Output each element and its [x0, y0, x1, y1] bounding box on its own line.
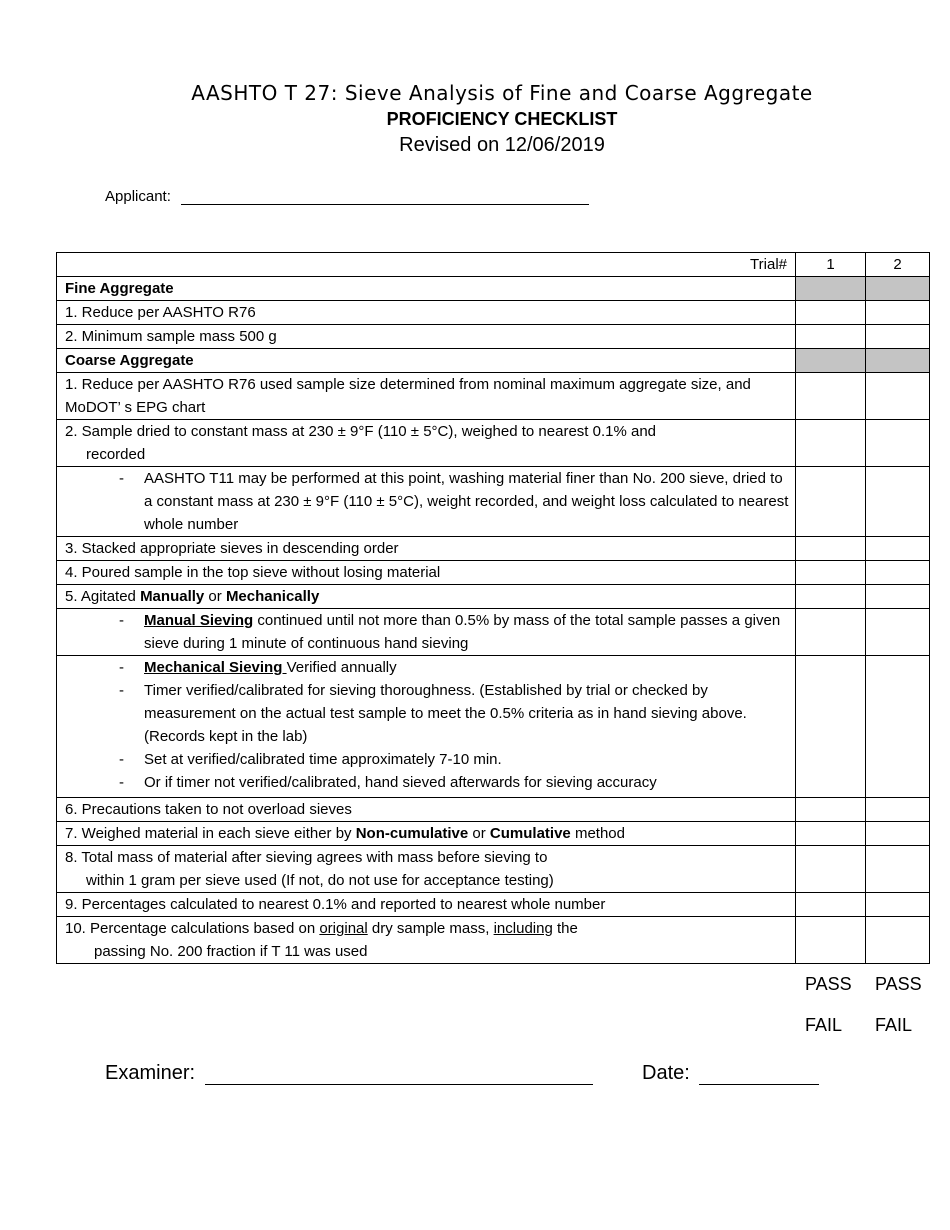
- examiner-line[interactable]: [205, 1064, 593, 1085]
- step-text: [57, 917, 796, 964]
- manual-sieving-text: continued until not more than 0.5% by mass of the total sample passes a given sieve during 1 minute of continuous hand sieving: [144, 612, 781, 652]
- step-line: within 1 gram per sieve used (If not, do not use for acceptance testing): [86, 872, 554, 889]
- step-line: recorded: [86, 446, 146, 463]
- trial-label: Trial#: [57, 253, 796, 277]
- step-text: 3. Stacked appropriate sieves in descending order: [57, 537, 796, 561]
- bullet-dash: -: [119, 774, 124, 791]
- trial-1-check[interactable]: [796, 585, 866, 609]
- trial-1-header: 1: [796, 253, 866, 277]
- manual-sieving-heading: Manual Sieving: [144, 612, 254, 629]
- section-row: [57, 349, 930, 373]
- step-text: 1. Reduce per AASHTO R76: [57, 301, 796, 325]
- step-text: [57, 585, 796, 609]
- trial-1-check[interactable]: [796, 609, 866, 656]
- table-row: [57, 609, 930, 656]
- bullet-dash: -: [119, 659, 124, 676]
- trial-2-check[interactable]: [866, 585, 930, 609]
- sub-step-text: Or if timer not verified/calibrated, hand sieved afterwards for sieving accuracy: [144, 774, 657, 791]
- mechanically-text: Mechanically: [225, 588, 320, 605]
- sub-step: [57, 656, 796, 798]
- shaded-cell: [866, 277, 930, 301]
- trial-2-check[interactable]: [866, 893, 930, 917]
- mechanical-sieving-text: Verified annually: [286, 659, 397, 676]
- revision-date: Revised on 12/06/2019: [399, 134, 605, 156]
- trial-2-check[interactable]: [866, 420, 930, 467]
- step-text: 9. Percentages calculated to nearest 0.1% and reported to nearest whole number: [57, 893, 796, 917]
- cumulative-text: Cumulative: [489, 825, 571, 842]
- trial-2-check[interactable]: [866, 373, 930, 420]
- step-text: 1. Reduce per AASHTO R76 used sample size determined from nominal maximum aggregate size, and MoDOT’ s EPG chart: [57, 373, 796, 420]
- step-line: passing No. 200 fraction if T 11 was used: [94, 943, 368, 960]
- fail-trial-1[interactable]: FAIL: [805, 1015, 843, 1035]
- checklist-table: [56, 252, 930, 964]
- date-line[interactable]: [699, 1064, 819, 1085]
- date-field[interactable]: [642, 1062, 819, 1085]
- trial-1-check[interactable]: [796, 301, 866, 325]
- table-row: [57, 585, 930, 609]
- step-text: 6. Precautions taken to not overload sieves: [57, 798, 796, 822]
- including-text: including: [493, 920, 553, 937]
- sub-step-text: Timer verified/calibrated for sieving thoroughness. (Established by trial or checked by measurement on the actual test sample to meet the 0.5% criteria as in hand sieving above. (Records kept in the lab): [144, 682, 747, 745]
- trial-2-check[interactable]: [866, 561, 930, 585]
- document-subtitle: PROFICIENCY CHECKLIST: [386, 109, 618, 129]
- fine-aggregate-heading: Fine Aggregate: [57, 277, 796, 301]
- trial-1-check[interactable]: [796, 917, 866, 964]
- pass-trial-1[interactable]: PASS: [805, 974, 852, 994]
- sub-step-text: AASHTO T11 may be performed at this point, washing material finer than No. 200 sieve, dried to a constant mass at 230 ± 9°F (110 ± 5°C), weight recorded, and weight loss calculated to nearest whole number: [144, 470, 789, 533]
- trial-2-check[interactable]: [866, 846, 930, 893]
- examiner-label: Examiner:: [105, 1062, 196, 1084]
- table-row: [57, 917, 930, 964]
- step-line: 2. Sample dried to constant mass at 230 ± 9°F (110 ± 5°C), weighed to nearest 0.1% and: [65, 423, 657, 440]
- bullet-dash: -: [119, 682, 124, 699]
- trial-1-check[interactable]: [796, 893, 866, 917]
- table-row: [57, 822, 930, 846]
- trial-2-check[interactable]: [866, 822, 930, 846]
- shaded-cell: [796, 277, 866, 301]
- trial-1-check[interactable]: [796, 420, 866, 467]
- trial-2-check[interactable]: [866, 301, 930, 325]
- applicant-line[interactable]: [181, 186, 589, 205]
- table-row: [57, 656, 930, 798]
- table-header-row: [57, 253, 930, 277]
- original-text: original: [319, 920, 368, 937]
- trial-2-check[interactable]: [866, 467, 930, 537]
- non-cumulative-text: Non-cumulative: [355, 825, 469, 842]
- table-row: [57, 846, 930, 893]
- step-5-prefix: 5. Agitated: [65, 588, 141, 605]
- shaded-cell: [796, 349, 866, 373]
- trial-1-check[interactable]: [796, 373, 866, 420]
- table-row: [57, 561, 930, 585]
- mechanical-sieving-heading: Mechanical Sieving: [144, 659, 287, 676]
- bullet-dash: -: [119, 470, 124, 487]
- sub-step: [57, 609, 796, 656]
- step-7-prefix: 7. Weighed material in each sieve either by: [65, 825, 356, 842]
- trial-2-check[interactable]: [866, 656, 930, 798]
- manually-text: Manually: [140, 588, 205, 605]
- applicant-field[interactable]: [105, 186, 589, 205]
- step-text: [57, 846, 796, 893]
- trial-1-check[interactable]: [796, 325, 866, 349]
- trial-1-check[interactable]: [796, 656, 866, 798]
- trial-1-check[interactable]: [796, 822, 866, 846]
- trial-2-check[interactable]: [866, 917, 930, 964]
- table-row: [57, 467, 930, 537]
- step-line: 10. Percentage calculations based on original dry sample mass, including the: [65, 920, 578, 937]
- shaded-cell: [866, 349, 930, 373]
- trial-1-check[interactable]: [796, 798, 866, 822]
- table-row: [57, 537, 930, 561]
- coarse-aggregate-heading: Coarse Aggregate: [57, 349, 796, 373]
- table-row: [57, 420, 930, 467]
- step-text: 2. Minimum sample mass 500 g: [57, 325, 796, 349]
- table-row: [57, 373, 930, 420]
- method-text: method: [570, 825, 625, 842]
- fail-trial-2[interactable]: FAIL: [875, 1015, 913, 1035]
- trial-1-check[interactable]: [796, 561, 866, 585]
- examiner-field[interactable]: [105, 1062, 593, 1085]
- trial-1-check[interactable]: [796, 537, 866, 561]
- step-text: [57, 822, 796, 846]
- trial-2-header: 2: [866, 253, 930, 277]
- step-text: 4. Poured sample in the top sieve without losing material: [57, 561, 796, 585]
- bullet-dash: -: [119, 751, 124, 768]
- section-row: [57, 277, 930, 301]
- table-row: [57, 301, 930, 325]
- step-text: [57, 420, 796, 467]
- or-text: or: [468, 825, 490, 842]
- sub-step: [57, 467, 796, 537]
- table-row: [57, 798, 930, 822]
- pass-trial-2[interactable]: PASS: [875, 974, 922, 994]
- trial-2-check[interactable]: [866, 537, 930, 561]
- table-row: [57, 893, 930, 917]
- document-title: AASHTO T 27: Sieve Analysis of Fine and Coarse Aggregate: [191, 81, 813, 105]
- trial-2-check[interactable]: [866, 325, 930, 349]
- sub-step-text: [144, 609, 795, 655]
- sub-step-text: Set at verified/calibrated time approximately 7-10 min.: [144, 751, 502, 768]
- trial-2-check[interactable]: [866, 798, 930, 822]
- trial-1-check[interactable]: [796, 846, 866, 893]
- step-line: 8. Total mass of material after sieving agrees with mass before sieving to: [65, 849, 548, 866]
- trial-1-check[interactable]: [796, 467, 866, 537]
- date-label: Date:: [642, 1062, 690, 1084]
- sub-step-text: [144, 656, 795, 679]
- trial-2-check[interactable]: [866, 609, 930, 656]
- table-row: [57, 325, 930, 349]
- or-text: or: [204, 588, 226, 605]
- applicant-label: Applicant:: [105, 188, 171, 205]
- bullet-dash: -: [119, 612, 124, 629]
